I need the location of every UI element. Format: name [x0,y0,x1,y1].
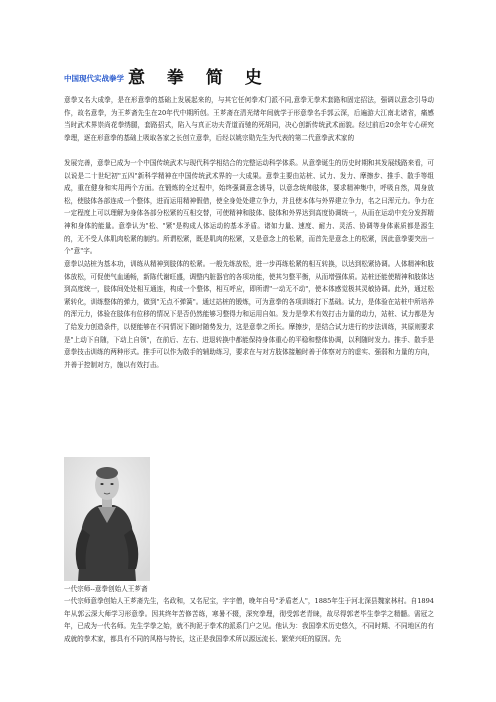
paragraph-training: 意拳以站桩为基本功，训练从精神到肢体的松紧。一般先练放松，进一步再练松紧的相互转换，以达到松紧协调。人体精神和肢体放松，可促使气血通畅，新陈代谢旺盛，调整内脏器官的各项功能，使其匀整平衡，从而增强体质。站桩还能使精神和肢体达到高度统一，肢体间处处相互通连，构成一个整体，相互呼应，即所谓"一动无不动"，使本体感觉极其灵敏协调。此外，通过松紧转化，训练整体的弹力，做到"无点不弹簧"。通过站桩的锻炼，可为意拳的各项训练打下基础。试力，是体验在站桩中所培养的浑元力，体验在肢体有位移的情况下是否仍然能够习整得力和运用自如。发力是拳术有效打击力量的动力，站桩、试力都是为了给发力创造条件，以便能够在不同情况下随时随势发力，这是意拳之所长。摩擦步，是结合试力进行的步法训练，其原则要求是"上动下自随，下动上自领"，在前后、左右、进退转换中都能保持身体重心的平稳和整体协调，以利随时发力。推手、散手是意拳技击训练的两种形式。推手可以作为散手的辅助练习，要求在与对方肢体接触时善于体察对方的虚实、强弱和力量的方向，并善于控制对方，施以有效打击。 [64,260,434,369]
document-header [64,64,444,88]
portrait-photo-icon [64,457,150,581]
site-name: 中国现代实战拳学 [64,74,124,83]
paragraph-development: 发展完善，意拳已成为一个中国传统武术与现代科学相结合的完整运动科学体系。从意拳诞生的历史时期和其发展线路来看，可以说是二十世纪初"五四"新科学精神在中国传统武术界的一大成果。意拳主要由站桩、试力、发力、摩擦步、推手、散手等组成，重在健身和实用两个方面。在锻炼的全过程中，始终强调意念诱导，以意念统帅肢体，要求精神集中，呼吸自然，周身放松，使肢体各部连成一个整体，进而运用精神假借，使全身处处建立争力，并且使本体与外界建立争力，名之曰浑元力。争力在一定程度上可以理解为身体各部分松紧的互相交替，可使精神和肢体、肢体和外界达到高度协调统一，从而在运动中充分发挥精神和身体的能量。意拳认为"松、"紧"是构成人体运动的基本矛盾。诸如力量、速度、耐力、灵活、协调等身体素质都是源生的，无不受人体肌肉松紧的制约。所谓松紧，既是肌肉的松紧，又是意念上的松紧，而首先是意念上的松紧，因此意拳要突出一个"意"字。 [64,159,434,256]
page-title: 意 拳 简 史 [128,68,270,88]
photo-caption: 一代宗师--意拳创始人王芗斋 [64,585,148,593]
paragraph-intro: 意拳又名大成拳，是在形意拳的基础上发展起来的，与其它任何拳术门派不同,意拳无拳术套路和固定招法，强调以意念引导动作，故名意拳，为王芗斋先生在20年代中期所创。王芗斋在清光绪年间就学于形意拳名手郭云深，后遍游大江南北诸省，痛感当时武术界崇尚花拳绣腿，套路招式，陷入与真正功夫背道而驰的死胡同，决心创新传统武术面貌。经过前后20余年专心研究拳理，逐在形意拳的基础上吸取各家之长创立意拳，后经以姚宗勋先生为代表的第二代意拳武术家的 [64,96,434,142]
paragraph-founder: 一代宗师意拳创始人王芗斋先生，名政和，又名尼宝，字宇僧，晚年自号"矛盾老人"，1885年生于河北深县魏家林村。自1894年从郭云深大师学习形意拳。因其终年苦修苦练，寒暑不辍，深究拳理，彻受郭老青睐，故尽得郭老毕生拳学之精髓。需冠之年，已成为一代名师。先生学拳之始，就不拘泥于拳术的派系门户之见。他认为：我国拳术历史悠久，不同时期、不同地区的有成就的拳术家，都具有不同的风格与特长，这正是我国拳术所以源远流长、繁荣兴旺的原因。先 [64,597,434,643]
